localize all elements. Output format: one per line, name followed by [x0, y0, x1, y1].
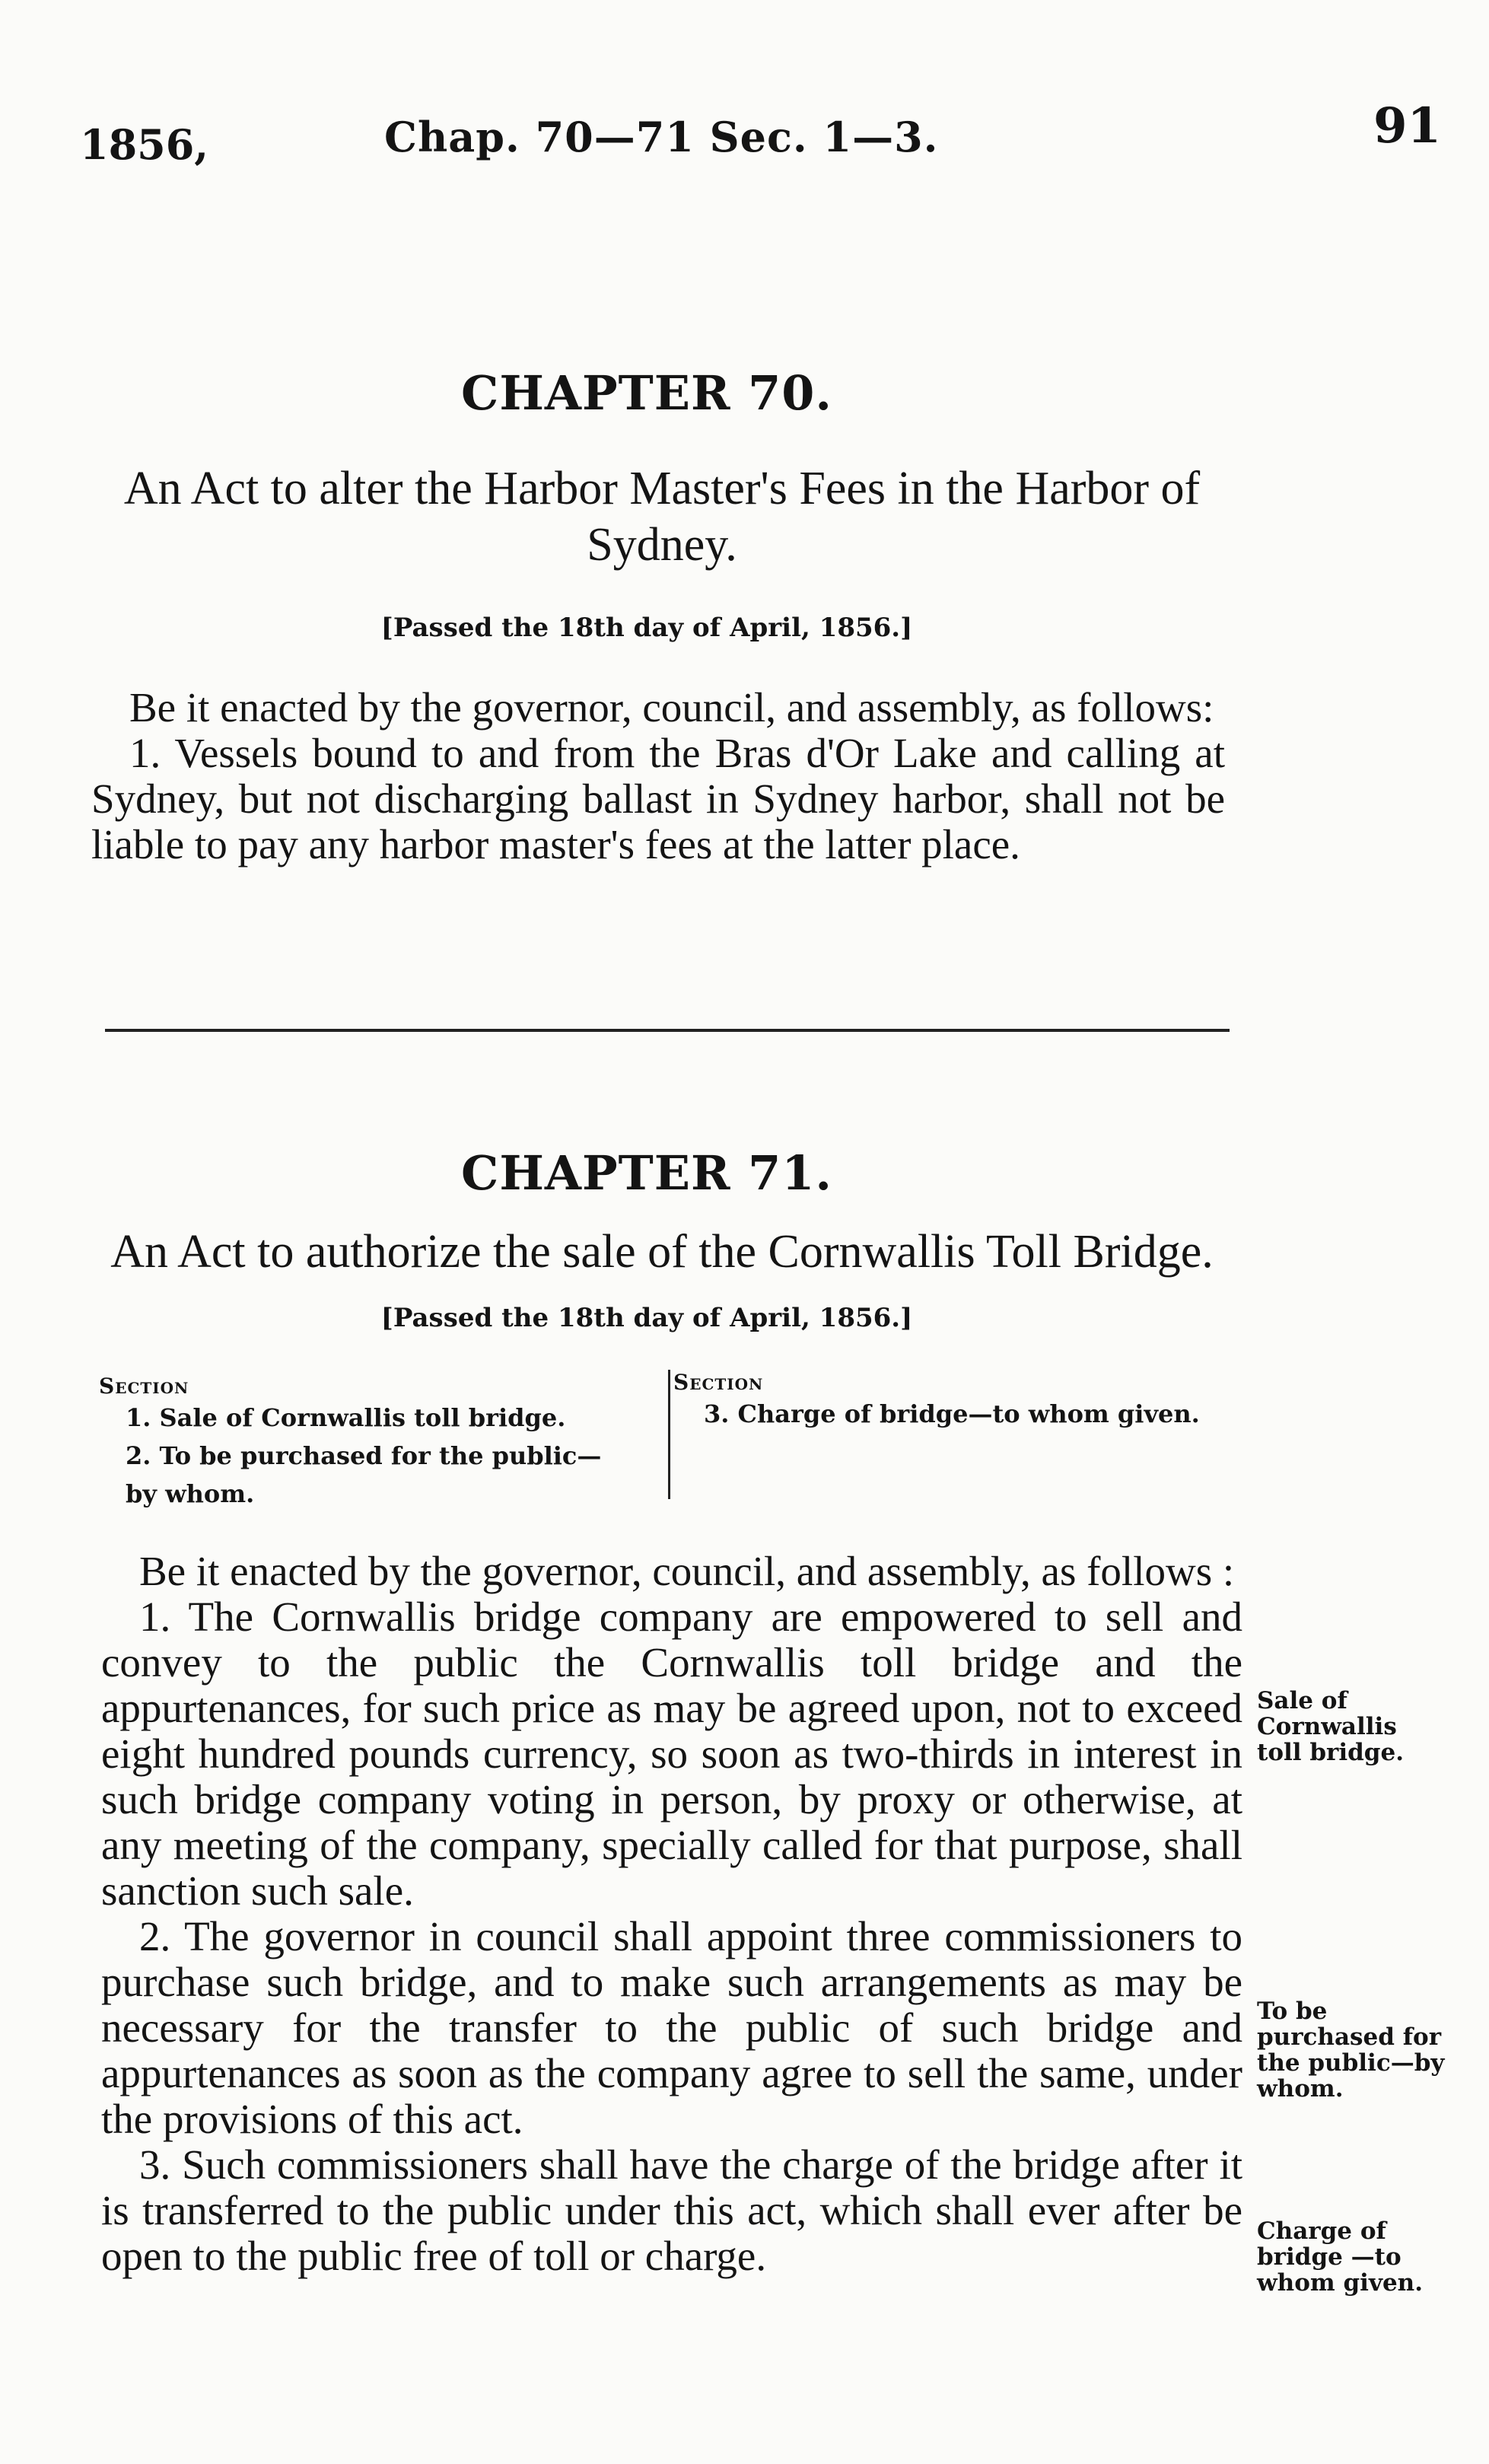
chapter-71-passed-date: [Passed the 18th day of April, 1856.] [380, 1303, 913, 1333]
toc-right-column [673, 1370, 1252, 1433]
chapter-70-passed-date: [Passed the 18th day of April, 1856.] [380, 613, 913, 643]
act-title-line: Sydney. [587, 519, 737, 571]
toc-item: 3. Charge of bridge—to whom given. [704, 1399, 1200, 1428]
header-chapter-section: Chap. 70—71 Sec. 1—3. [384, 113, 939, 161]
page-number: 91 [1373, 97, 1442, 154]
toc-section-heading: Section [99, 1374, 189, 1399]
chapter-71-body [101, 1549, 1242, 2279]
toc-item: 2. To be purchased for the public—by whom. [126, 1441, 602, 1508]
margin-note: To be purchased for the public—by whom. [1257, 1998, 1445, 2103]
margin-note: Sale of Cornwallis toll bridge. [1257, 1687, 1404, 1766]
toc-section-heading: Section [673, 1370, 764, 1395]
chapter-divider [105, 1029, 1230, 1032]
chapter-71-title: CHAPTER 71. [460, 1145, 833, 1201]
section-paragraph: 2. The governor in council shall appoint three commissioners to purchase such bridge, and to make such arrangements as may be necessary for the transfer to the public of such bridge and appurtenances as soon as the company agree to sell the same, under the provisions of this act. [101, 1913, 1242, 2142]
section-paragraph: 3. Such commissioners shall have the charge of the bridge after it is transferred to the public under this act, which shall ever after be open to the public free of toll or charge. [101, 2141, 1242, 2279]
chapter-71-act-title: An Act to authorize the sale of the Cornwallis Toll Bridge. [110, 1226, 1214, 1278]
chapter-70-act-title [76, 460, 1248, 573]
section-paragraph: 1. Vessels bound to and from the Bras d'Or Lake and calling at Sydney, but not discharging ballast in Sydney harbor, shall not be liable to pay any harbor master's fees at the latter place. [91, 730, 1225, 867]
toc-item: 1. Sale of Cornwallis toll bridge. [126, 1403, 566, 1432]
margin-note: Charge of bridge —to whom given. [1257, 2217, 1424, 2297]
chapter-70-body [91, 685, 1225, 867]
enacting-clause: Be it enacted by the governor, council, and assembly, as follows: [129, 684, 1214, 731]
section-paragraph: 1. The Cornwallis bridge company are empowered to sell and convey to the public the Cornwallis toll bridge and the appurtenances, for such price as may be agreed upon, not to exceed eight hundred pounds currency, so soon as two-thirds in interest in such bridge company voting in person, by proxy or otherwise, at any meeting of the company, specially called for that purpose, shall sanction such sale. [101, 1593, 1242, 1914]
act-title-line: An Act to alter the Harbor Master's Fees in the Harbor of [123, 463, 1201, 514]
enacting-clause: Be it enacted by the governor, council, and assembly, as follows : [139, 1548, 1235, 1594]
chapter-70-title: CHAPTER 70. [460, 365, 833, 421]
toc-left-column [99, 1374, 662, 1513]
toc-column-divider [668, 1370, 670, 1499]
header-year: 1856, [80, 120, 209, 169]
